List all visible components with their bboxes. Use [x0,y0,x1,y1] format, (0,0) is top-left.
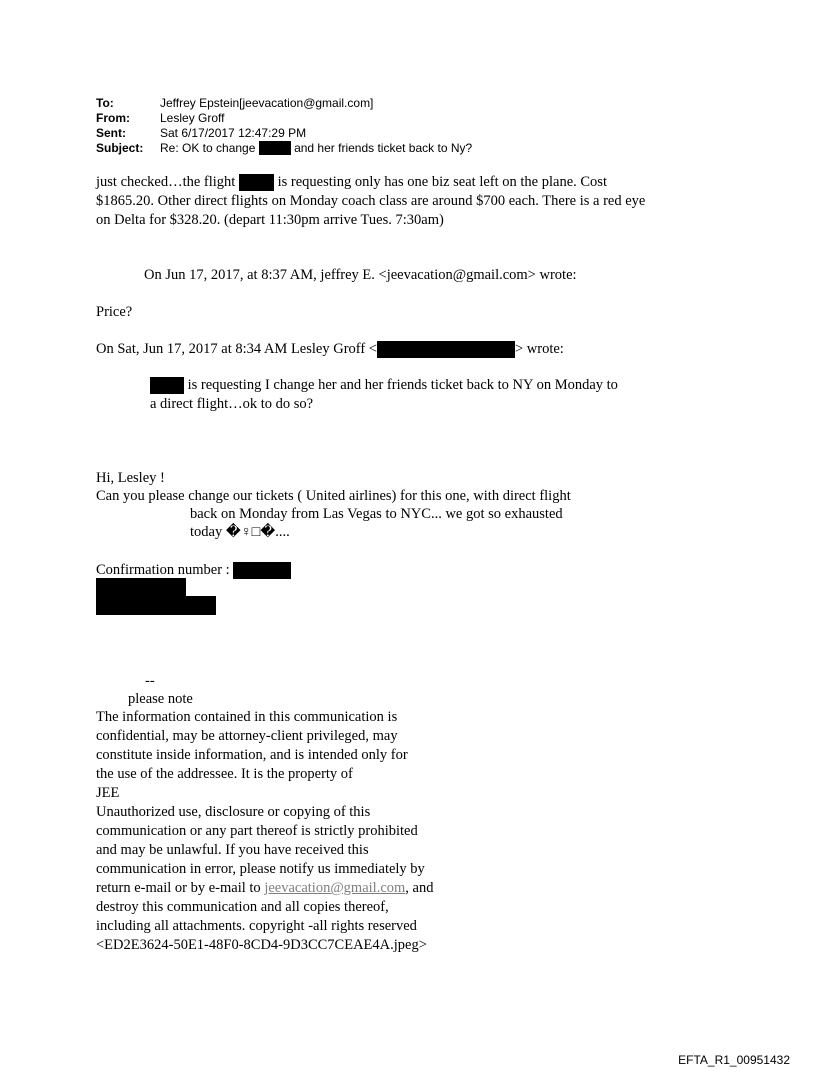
quote2-attribution-pre: On Sat, Jun 17, 2017 at 8:34 AM Lesley Groff < [96,341,377,357]
to-row [96,96,472,111]
signature-note: please note [128,691,193,707]
redaction-box [96,596,216,615]
document-id: EFTA_R1_00951432 [678,1053,790,1067]
disclaimer-line: destroy this communication and all copies thereof, [96,899,389,915]
original-line-3: today �♀□�.... [190,524,290,540]
reply-line-1-post: is requesting only has one biz seat left on the plane. Cost [277,174,607,190]
original-line-1: Can you please change our tickets ( United airlines) for this one, with direct flight [96,488,571,504]
quote2-line-1-post: is requesting I change her and her friends ticket back to NY on Monday to [187,377,618,393]
email-pre: return e-mail or by e-mail to [96,880,265,896]
reply-line-1-pre: just checked…the flight [96,174,236,190]
disclaimer-line: communication or any part thereof is strictly prohibited [96,823,418,839]
disclaimer-line: confidential, may be attorney-client privileged, may [96,728,398,744]
disclaimer-line: JEE [96,785,120,801]
quote2-attribution-post: > wrote: [514,341,564,357]
subject-label: Subject: [96,141,144,155]
email-link[interactable]: jeevacation@gmail.com [264,880,406,896]
subject-post: and her friends ticket back to Ny? [294,141,473,155]
disclaimer-line: including all attachments. copyright -all rights reserved [96,918,417,934]
reply-body [96,173,645,230]
quote1-text: Price? [96,304,133,320]
subject-pre: Re: OK to change [160,141,256,155]
redaction-box [259,141,291,155]
signature-dashes: -- [145,673,155,689]
from-value: Lesley Groff [160,111,225,125]
redaction-box [233,562,291,579]
disclaimer-line: the use of the addressee. It is the property of [96,766,353,782]
disclaimer-line: communication in error, please notify us immediately by [96,861,425,877]
from-row [96,111,472,126]
disclaimer-line: constitute inside information, and is intended only for [96,747,408,763]
to-label: To: [96,96,114,110]
quote2-attribution [96,340,564,359]
redaction-box [150,377,184,394]
original-greeting: Hi, Lesley ! [96,470,165,486]
disclaimer [96,708,433,955]
subject-row [96,141,472,156]
original-line-2: back on Monday from Las Vegas to NYC... we got so exhausted [190,506,563,522]
confirmation-label: Confirmation number : [96,562,230,578]
reply-line-2: $1865.20. Other direct flights on Monday coach class are around $700 each. There is a red eye [96,193,646,209]
email-header [96,96,472,156]
to-value: Jeffrey Epstein[jeevacation@gmail.com] [160,96,374,110]
redaction-box [96,578,186,598]
redaction-box [377,341,515,358]
sent-value: Sat 6/17/2017 12:47:29 PM [160,126,307,140]
from-label: From: [96,111,130,125]
quote1-attribution: On Jun 17, 2017, at 8:37 AM, jeffrey E. <jeevacation@gmail.com> wrote: [144,267,577,283]
reply-line-3: on Delta for $328.20. (depart 11:30pm arrive Tues. 7:30am) [96,212,444,228]
disclaimer-line: Unauthorized use, disclosure or copying of this [96,804,371,820]
sent-label: Sent: [96,126,126,140]
disclaimer-line: <ED2E3624-50E1-48F0-8CD4-9D3CC7CEAE4A.jpeg> [96,937,427,953]
email-post: , and [405,880,434,896]
disclaimer-line: and may be unlawful. If you have received this [96,842,369,858]
redaction-box [239,174,274,191]
quote2-body [150,376,618,414]
quote2-line-2: a direct flight…ok to do so? [150,396,314,412]
disclaimer-line: The information contained in this communication is [96,709,398,725]
disclaimer-email-line [96,879,433,898]
sent-row [96,126,472,141]
